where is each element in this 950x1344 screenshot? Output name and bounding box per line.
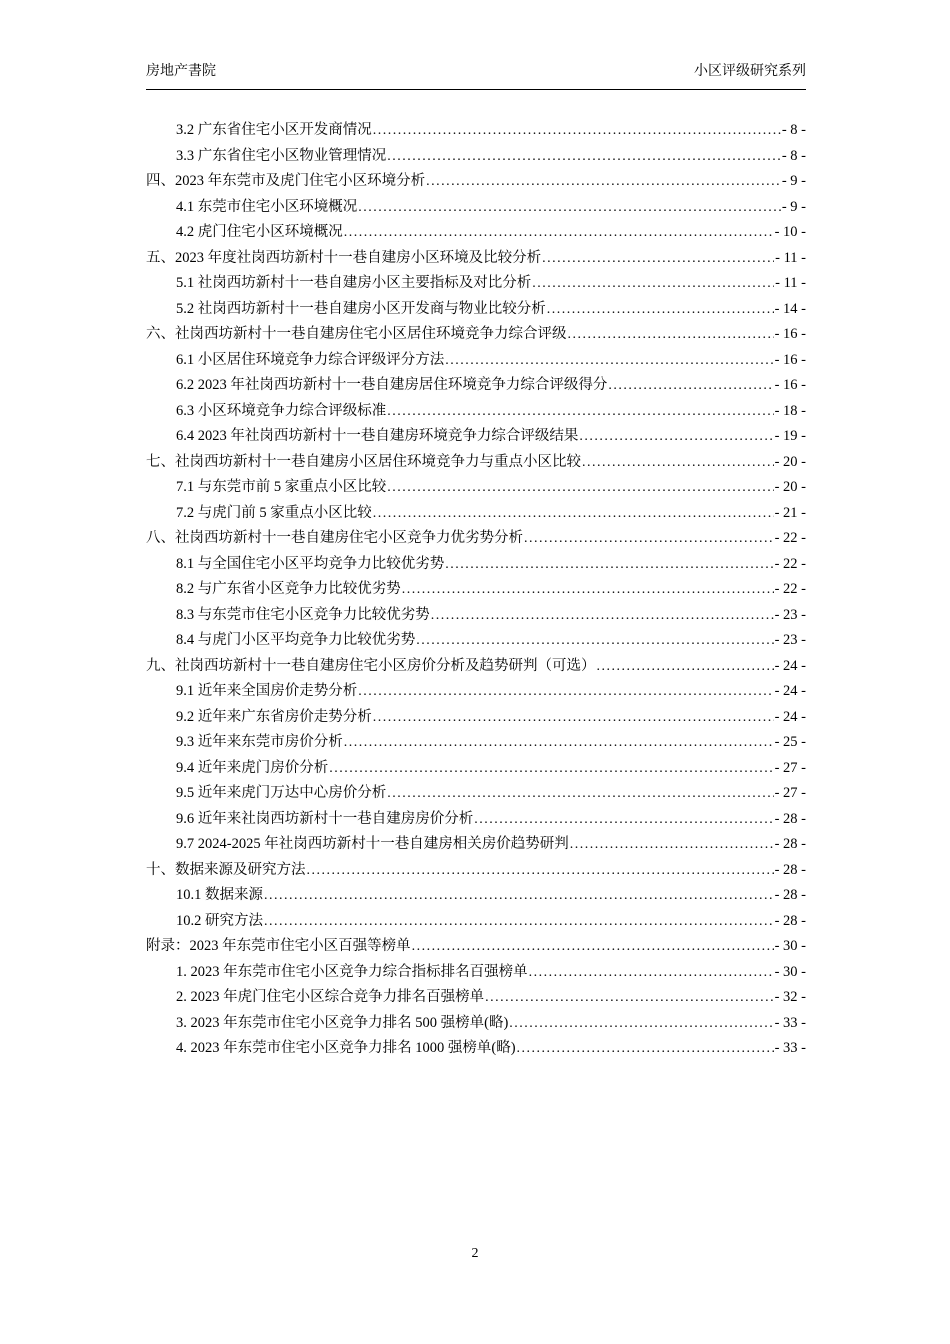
toc-entry-title: 八、社岗西坊新村十一巷自建房住宅小区竞争力优劣势分析 xyxy=(146,530,523,546)
toc-entry[interactable] xyxy=(146,679,806,705)
toc-entry-page: - 20 - xyxy=(774,479,806,495)
toc-entry-title: 四、2023 年东莞市及虎门住宅小区环境分析 xyxy=(146,173,426,189)
toc-entry-page: - 23 - xyxy=(774,632,806,648)
toc-entry[interactable] xyxy=(146,220,806,246)
toc-entry-title: 五、2023 年度社岗西坊新村十一巷自建房小区环境及比较分析 xyxy=(146,249,542,266)
toc-leader-dots xyxy=(608,373,773,399)
toc-entry-page: - 28 - xyxy=(774,836,806,852)
toc-leader-dots xyxy=(582,450,774,476)
toc-entry[interactable] xyxy=(146,756,806,782)
toc-entry-page: - 22 - xyxy=(774,581,806,597)
toc-entry-title: 6.3 小区环境竞争力综合评级标准 xyxy=(176,402,387,419)
toc-entry-title: 8.3 与东莞市住宅小区竞争力比较优劣势 xyxy=(176,606,430,623)
header-left-text: 房地产書院 xyxy=(146,64,216,79)
toc-entry-title: 5.2 社岗西坊新村十一巷自建房小区开发商与物业比较分析 xyxy=(176,300,546,317)
toc-entry-title: 6.2 2023 年社岗西坊新村十一巷自建房居住环境竞争力综合评级得分 xyxy=(176,377,608,393)
toc-entry-title: 十、数据来源及研究方法 xyxy=(146,861,306,878)
toc-leader-dots xyxy=(329,756,773,782)
toc-entry-page: - 11 - xyxy=(775,249,806,266)
toc-entry[interactable] xyxy=(146,985,806,1011)
toc-entry[interactable] xyxy=(146,552,806,578)
toc-entry-page: - 28 - xyxy=(774,810,806,827)
toc-entry[interactable] xyxy=(146,501,806,527)
toc-leader-dots xyxy=(509,1011,773,1037)
toc-entry-page: - 19 - xyxy=(774,428,806,444)
toc-leader-dots xyxy=(402,577,774,603)
toc-entry-title: 9.6 近年来社岗西坊新村十一巷自建房房价分析 xyxy=(176,810,474,827)
toc-leader-dots xyxy=(568,322,774,348)
toc-leader-dots xyxy=(412,934,774,960)
toc-entry[interactable] xyxy=(146,322,806,348)
toc-entry[interactable] xyxy=(146,883,806,909)
toc-entry[interactable] xyxy=(146,909,806,935)
toc-entry[interactable] xyxy=(146,373,806,399)
toc-entry-title: 4. 2023 年东莞市住宅小区竞争力排名 1000 强榜单(略) xyxy=(176,1040,516,1056)
toc-entry-page: - 30 - xyxy=(774,938,806,954)
toc-entry-page: - 27 - xyxy=(774,759,806,776)
toc-entry-page: - 32 - xyxy=(774,989,806,1005)
toc-entry-title: 9.3 近年来东莞市房价分析 xyxy=(176,734,343,750)
toc-entry-page: - 18 - xyxy=(774,402,806,419)
toc-leader-dots xyxy=(344,220,774,246)
toc-entry[interactable] xyxy=(146,1011,806,1037)
page-footer xyxy=(0,1246,950,1262)
toc-entry-title: 3.3 广东省住宅小区物业管理情况 xyxy=(176,147,387,164)
toc-leader-dots xyxy=(529,960,774,986)
toc-entry[interactable] xyxy=(146,781,806,807)
toc-leader-dots xyxy=(542,246,774,272)
toc-entry-title: 9.1 近年来全国房价走势分析 xyxy=(176,683,358,699)
toc-leader-dots xyxy=(387,475,773,501)
toc-leader-dots xyxy=(445,348,773,374)
toc-leader-dots xyxy=(387,781,773,807)
toc-entry[interactable] xyxy=(146,628,806,654)
toc-leader-dots xyxy=(358,195,781,221)
toc-entry-page: - 9 - xyxy=(781,173,806,189)
toc-entry-title: 七、社岗西坊新村十一巷自建房小区居住环境竞争力与重点小区比较 xyxy=(146,453,581,470)
toc-entry[interactable] xyxy=(146,654,806,680)
toc-leader-dots xyxy=(358,679,773,705)
toc-leader-dots xyxy=(426,169,781,195)
toc-entry-page: - 24 - xyxy=(774,683,806,699)
toc-entry-page: - 28 - xyxy=(774,912,806,929)
toc-entry[interactable] xyxy=(146,577,806,603)
toc-entry-title: 3.2 广东省住宅小区开发商情况 xyxy=(176,122,372,138)
toc-entry-page: - 16 - xyxy=(774,377,806,393)
toc-leader-dots xyxy=(264,909,774,935)
toc-leader-dots xyxy=(547,297,774,323)
toc-leader-dots xyxy=(307,858,774,884)
toc-leader-dots xyxy=(485,985,773,1011)
page-header xyxy=(146,62,806,90)
toc-entry-title: 7.1 与东莞市前 5 家重点小区比较 xyxy=(176,479,387,495)
toc-entry-page: - 22 - xyxy=(774,555,806,572)
toc-entry[interactable] xyxy=(146,144,806,170)
toc-entry-title: 9.2 近年来广东省房价走势分析 xyxy=(176,708,372,725)
toc-entry-page: - 22 - xyxy=(774,530,806,546)
toc-entry-page: - 16 - xyxy=(774,351,806,368)
toc-entry[interactable] xyxy=(146,246,806,272)
toc-entry-page: - 8 - xyxy=(781,122,806,138)
toc-entry-page: - 33 - xyxy=(774,1040,806,1056)
toc-entry-page: - 11 - xyxy=(775,275,806,291)
toc-entry-page: - 24 - xyxy=(774,657,806,674)
toc-entry[interactable] xyxy=(146,730,806,756)
toc-leader-dots xyxy=(579,424,773,450)
toc-leader-dots xyxy=(373,118,781,144)
toc-entry-page: - 33 - xyxy=(774,1014,806,1031)
toc-leader-dots xyxy=(532,271,774,297)
toc-leader-dots xyxy=(416,628,773,654)
toc-entry-title: 7.2 与虎门前 5 家重点小区比较 xyxy=(176,504,372,521)
toc-entry[interactable] xyxy=(146,960,806,986)
toc-entry-title: 8.4 与虎门小区平均竞争力比较优劣势 xyxy=(176,632,416,648)
toc-leader-dots xyxy=(431,603,774,629)
toc-entry[interactable] xyxy=(146,705,806,731)
toc-entry-title: 1. 2023 年东莞市住宅小区竞争力综合指标排名百强榜单 xyxy=(176,963,528,980)
toc-entry-title: 10.1 数据来源 xyxy=(176,887,263,903)
toc-entry-title: 9.5 近年来虎门万达中心房价分析 xyxy=(176,785,387,801)
toc-entry-page: - 14 - xyxy=(774,300,806,317)
toc-entry-title: 9.7 2024-2025 年社岗西坊新村十一巷自建房相关房价趋势研判 xyxy=(176,836,569,852)
toc-entry-title: 六、社岗西坊新村十一巷自建房住宅小区居住环境竞争力综合评级 xyxy=(146,326,567,342)
toc-entry-title: 9.4 近年来虎门房价分析 xyxy=(176,759,329,776)
table-of-contents xyxy=(146,118,806,1062)
toc-entry[interactable] xyxy=(146,475,806,501)
toc-entry[interactable] xyxy=(146,169,806,195)
toc-entry-page: - 27 - xyxy=(774,785,806,801)
toc-entry-page: - 30 - xyxy=(774,963,806,980)
toc-entry-title: 6.4 2023 年社岗西坊新村十一巷自建房环境竞争力综合评级结果 xyxy=(176,428,579,444)
toc-entry-page: - 24 - xyxy=(774,708,806,725)
toc-leader-dots xyxy=(264,883,774,909)
toc-entry[interactable] xyxy=(146,807,806,833)
toc-leader-dots xyxy=(344,730,774,756)
toc-entry-title: 九、社岗西坊新村十一巷自建房住宅小区房价分析及趋势研判（可选） xyxy=(146,657,596,674)
toc-leader-dots xyxy=(373,501,774,527)
toc-entry-page: - 20 - xyxy=(774,453,806,470)
toc-entry[interactable] xyxy=(146,195,806,221)
toc-entry-title: 6.1 小区居住环境竞争力综合评级评分方法 xyxy=(176,351,445,368)
toc-entry-page: - 28 - xyxy=(774,887,806,903)
toc-entry[interactable] xyxy=(146,526,806,552)
toc-leader-dots xyxy=(387,144,781,170)
toc-entry[interactable] xyxy=(146,832,806,858)
toc-entry-title: 8.1 与全国住宅小区平均竞争力比较优劣势 xyxy=(176,555,445,572)
toc-entry-title: 8.2 与广东省小区竞争力比较优劣势 xyxy=(176,581,401,597)
toc-entry[interactable] xyxy=(146,271,806,297)
toc-entry-page: - 23 - xyxy=(774,606,806,623)
toc-entry-page: - 16 - xyxy=(774,326,806,342)
toc-entry[interactable] xyxy=(146,858,806,884)
toc-entry[interactable] xyxy=(146,399,806,425)
toc-entry[interactable] xyxy=(146,118,806,144)
toc-entry-title: 10.2 研究方法 xyxy=(176,912,263,929)
toc-entry-title: 4.2 虎门住宅小区环境概况 xyxy=(176,224,343,240)
header-right-text: 小区评级研究系列 xyxy=(694,64,806,79)
toc-entry[interactable] xyxy=(146,348,806,374)
toc-entry-page: - 9 - xyxy=(781,198,806,215)
toc-leader-dots xyxy=(570,832,774,858)
toc-leader-dots xyxy=(597,654,774,680)
toc-entry-page: - 28 - xyxy=(774,861,806,878)
toc-entry-title: 5.1 社岗西坊新村十一巷自建房小区主要指标及对比分析 xyxy=(176,275,532,291)
toc-entry[interactable] xyxy=(146,297,806,323)
toc-entry-title: 附录：2023 年东莞市住宅小区百强等榜单 xyxy=(146,938,411,954)
toc-leader-dots xyxy=(373,705,774,731)
toc-entry-title: 3. 2023 年东莞市住宅小区竞争力排名 500 强榜单(略) xyxy=(176,1014,509,1031)
page-number: 2 xyxy=(471,1246,479,1261)
toc-leader-dots xyxy=(517,1036,774,1062)
toc-leader-dots xyxy=(445,552,773,578)
toc-entry[interactable] xyxy=(146,450,806,476)
toc-entry-title: 4.1 东莞市住宅小区环境概况 xyxy=(176,198,358,215)
toc-leader-dots xyxy=(387,399,773,425)
toc-entry[interactable] xyxy=(146,424,806,450)
toc-entry-page: - 21 - xyxy=(774,504,806,521)
toc-entry[interactable] xyxy=(146,603,806,629)
toc-leader-dots xyxy=(524,526,774,552)
toc-leader-dots xyxy=(474,807,773,833)
toc-entry-page: - 10 - xyxy=(774,224,806,240)
toc-entry-page: - 8 - xyxy=(781,147,806,164)
toc-entry[interactable] xyxy=(146,934,806,960)
toc-entry-title: 2. 2023 年虎门住宅小区综合竞争力排名百强榜单 xyxy=(176,989,485,1005)
toc-entry[interactable] xyxy=(146,1036,806,1062)
toc-entry-page: - 25 - xyxy=(774,734,806,750)
